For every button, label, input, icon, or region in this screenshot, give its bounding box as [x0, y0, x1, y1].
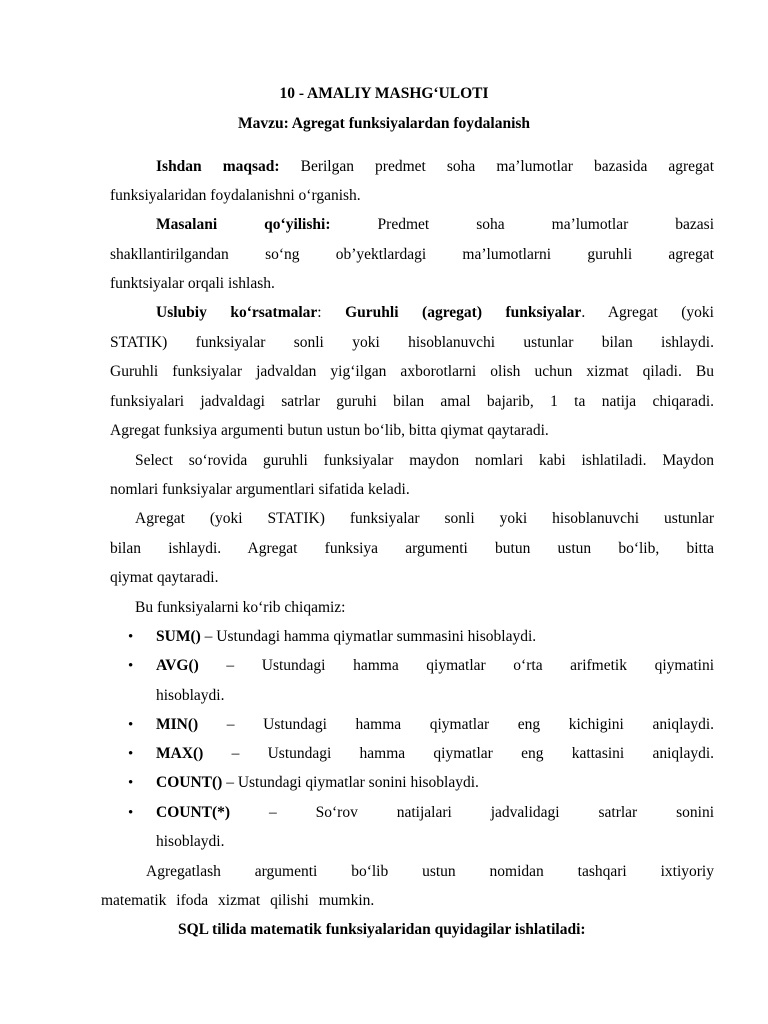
- task-text-1: Predmet soha ma’lumotlar bazasi: [377, 216, 715, 233]
- bullet-icon: •: [128, 717, 134, 733]
- function-desc: So‘rov natijalari jadvalidagi satrlar sonini: [315, 804, 715, 821]
- function-name: AVG(): [156, 657, 199, 674]
- list-item-count: [156, 773, 714, 793]
- task-line-3: funktsiyalar orqali ishlash.: [110, 275, 275, 292]
- list-item-avg: [156, 656, 714, 676]
- list-item-count-star-cont: hisoblaydi.: [156, 833, 225, 850]
- guide-label: Uslubiy ko‘rsatmalar: [156, 304, 318, 321]
- guide-colon: :: [317, 304, 346, 321]
- function-name: MIN(): [156, 716, 199, 733]
- function-desc: Ustundagi hamma qiymatlar o‘rta arifmetik qiymatini: [261, 657, 715, 674]
- function-name: COUNT(*): [156, 804, 231, 821]
- agregat-line-3: qiymat qaytaradi.: [110, 569, 219, 586]
- function-name: COUNT(): [156, 774, 223, 791]
- function-dash: –: [198, 716, 264, 733]
- bullet-icon: •: [128, 746, 134, 762]
- list-item-max: [156, 744, 714, 764]
- function-dash: –: [203, 745, 268, 762]
- bullet-icon: •: [128, 805, 134, 821]
- function-name: SUM(): [156, 628, 201, 645]
- function-desc: Ustundagi hamma qiymatlar eng kichigini aniqlaydi.: [263, 716, 715, 733]
- select-line-2: nomlari funksiyalar argumentlari sifatida keladi.: [110, 481, 410, 498]
- argument-line-2: matematik ifoda xizmat qilishi mumkin.: [101, 892, 375, 909]
- function-name: MAX(): [156, 745, 204, 762]
- agregat-line-1: Agregat (yoki STATIK) funksiyalar sonli yoki hisoblanuvchi ustunlar: [135, 510, 714, 527]
- purpose-line-1: [156, 157, 714, 177]
- list-item-min: [156, 715, 714, 735]
- function-dash: –: [230, 804, 316, 821]
- function-desc: Ustundagi hamma qiymatlar eng kattasini aniqlaydi.: [267, 745, 715, 762]
- purpose-line-2: funksiyalaridan foydalanishni o‘rganish.: [110, 187, 361, 204]
- function-desc: Ustundagi hamma qiymatlar summasini hisoblaydi.: [216, 628, 537, 645]
- guide-bold-phrase: Guruhli (agregat) funksiyalar: [345, 304, 582, 321]
- bullet-icon: •: [128, 775, 134, 791]
- function-desc: Ustundagi qiymatlar sonini hisoblaydi.: [237, 774, 479, 791]
- list-intro: Bu funksiyalarni ko‘rib chiqamiz:: [135, 599, 346, 616]
- page-title: 10 - AMALIY MASHG‘ULOTI: [279, 85, 489, 102]
- guide-line-1-rest: . Agregat (yoki: [581, 304, 714, 321]
- guide-line-5: Agregat funksiya argumenti butun ustun bo‘lib, bitta qiymat qaytaradi.: [110, 422, 549, 439]
- function-dash: –: [198, 657, 262, 674]
- bullet-icon: •: [128, 658, 134, 674]
- list-item-count-star: [156, 803, 714, 823]
- list-item-avg-cont: hisoblaydi.: [156, 687, 225, 704]
- guide-line-3: Guruhli funksiyalar jadvaldan yig‘ilgan axborotlarni olish uchun xizmat qiladi. Bu: [110, 363, 714, 380]
- task-line-2: shakllantirilgandan so‘ng ob’yektlardagi ma’lumotlarni guruhli agregat: [110, 246, 714, 263]
- guide-line-4: funksiyalari jadvaldagi satrlar guruhi bilan amal bajarib, 1 ta natija chiqaradi.: [110, 393, 714, 410]
- task-label: Masalani qo‘yilishi:: [156, 216, 331, 233]
- purpose-text-1: Berilgan predmet soha ma’lumotlar bazasida agregat: [300, 158, 714, 175]
- sql-heading: SQL tilida matematik funksiyalaridan quyidagilar ishlatiladi:: [178, 921, 586, 938]
- select-line-1: Select so‘rovida guruhli funksiyalar maydon nomlari kabi ishlatiladi. Maydon: [135, 452, 714, 469]
- agregat-line-2: bilan ishlaydi. Agregat funksiya argumenti butun ustun bo‘lib, bitta: [110, 540, 714, 557]
- list-item-sum: [156, 627, 714, 647]
- task-line-1: [156, 215, 714, 235]
- bullet-icon: •: [128, 629, 134, 645]
- guide-line-1: [156, 303, 714, 323]
- function-dash: –: [222, 774, 238, 791]
- guide-line-2: STATIK) funksiyalar sonli yoki hisoblanuvchi ustunlar bilan ishlaydi.: [110, 334, 714, 351]
- purpose-label: Ishdan maqsad:: [156, 158, 280, 175]
- page-subtitle: Mavzu: Agregat funksiyalardan foydalanish: [237, 115, 531, 132]
- function-dash: –: [200, 628, 217, 645]
- argument-line-1: Agregatlash argumenti bo‘lib ustun nomidan tashqari ixtiyoriy: [146, 863, 714, 880]
